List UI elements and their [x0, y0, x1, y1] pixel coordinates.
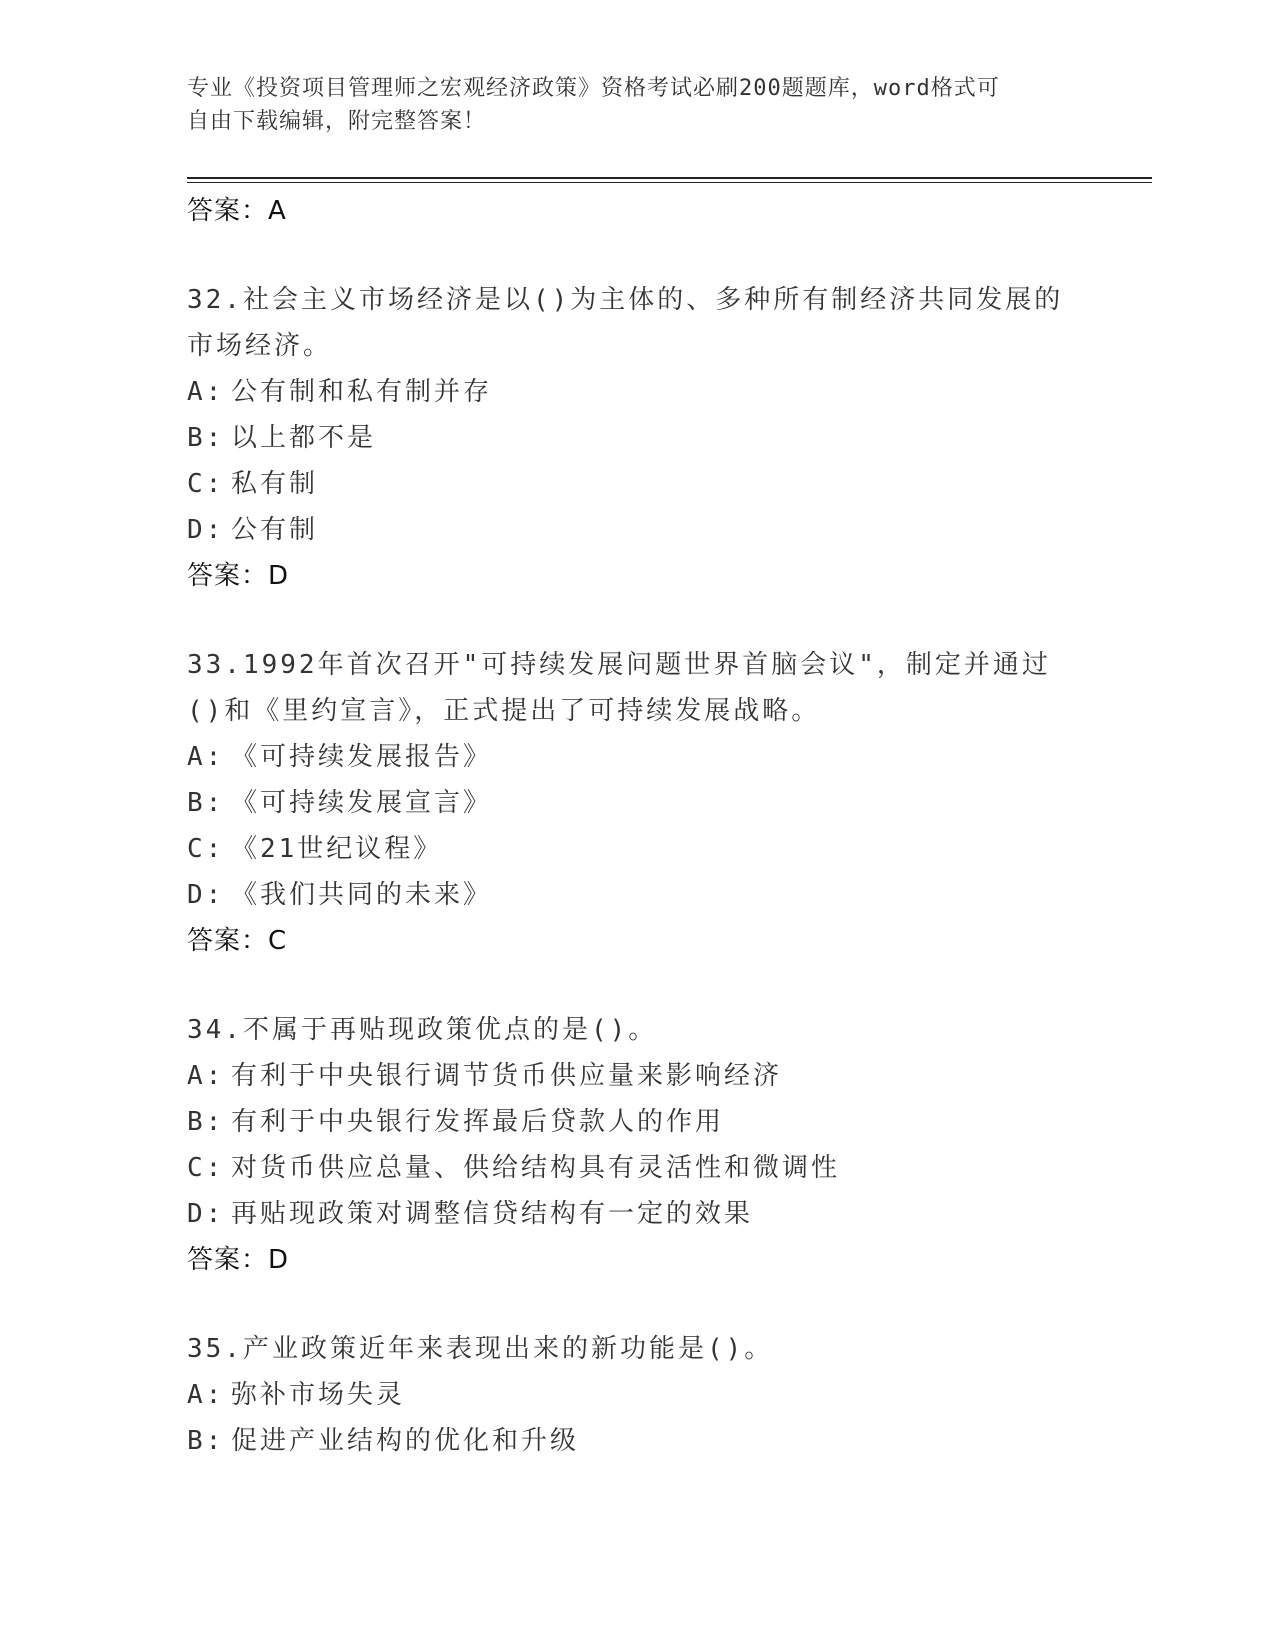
question-text: 34.不属于再贴现政策优点的是()。 — [187, 1015, 658, 1045]
option-text: 有利于中央银行发挥最后贷款人的作用 — [231, 1107, 725, 1137]
header-rule-thin — [187, 182, 1152, 183]
question-text: 35.产业政策近年来表现出来的新功能是()。 — [187, 1334, 774, 1364]
option-letter: A: — [187, 742, 225, 772]
header-line-2: 自由下载编辑，附完整答案！ — [187, 109, 487, 134]
question-item — [187, 1007, 1087, 1283]
option-letter: A: — [187, 1061, 225, 1091]
answer-line: 答案：A — [187, 196, 287, 226]
answer-line: 答案：C — [187, 926, 288, 956]
option-letter: A: — [187, 377, 225, 407]
option-letter: C: — [187, 834, 225, 864]
option-letter: B: — [187, 1426, 225, 1456]
option-b — [187, 1418, 1087, 1464]
option-letter: A: — [187, 1380, 225, 1410]
option-letter: D: — [187, 880, 225, 910]
option-b — [187, 780, 1087, 826]
option-text: 公有制 — [231, 515, 319, 545]
answer-line: 答案：D — [187, 1245, 290, 1275]
option-letter: C: — [187, 1153, 225, 1183]
header-line-1: 专业《投资项目管理师之宏观经济政策》资格考试必刷200题题库，word格式可 — [187, 76, 1000, 101]
document-header — [187, 72, 1067, 138]
option-text: 《可持续发展宣言》 — [231, 788, 493, 818]
option-d — [187, 1191, 1087, 1237]
option-letter: C: — [187, 469, 225, 499]
option-text: 私有制 — [231, 469, 319, 499]
option-d — [187, 872, 1087, 918]
option-a — [187, 1053, 1087, 1099]
question-item — [187, 1326, 1087, 1464]
option-text: 再贴现政策对调整信贷结构有一定的效果 — [231, 1199, 754, 1229]
question-text: 33.1992年首次召开"可持续发展问题世界首脑会议"，制定并通过()和《里约宣言》，正式提出了可持续发展战略。 — [187, 650, 1051, 726]
option-text: 促进产业结构的优化和升级 — [231, 1426, 580, 1456]
question-list — [187, 188, 1087, 1464]
option-c — [187, 1145, 1087, 1191]
option-a — [187, 1372, 1087, 1418]
question-text: 32.社会主义市场经济是以()为主体的、多种所有制经济共同发展的市场经济。 — [187, 285, 1064, 361]
option-letter: D: — [187, 1199, 225, 1229]
option-text: 《可持续发展报告》 — [231, 742, 493, 772]
answer-line: 答案：D — [187, 561, 290, 591]
option-text: 《我们共同的未来》 — [231, 880, 493, 910]
question-item — [187, 642, 1087, 964]
option-letter: B: — [187, 1107, 225, 1137]
option-c — [187, 826, 1087, 872]
option-text: 对货币供应总量、供给结构具有灵活性和微调性 — [231, 1153, 841, 1183]
option-letter: D: — [187, 515, 225, 545]
option-text: 公有制和私有制并存 — [231, 377, 493, 407]
option-a — [187, 734, 1087, 780]
question-item — [187, 277, 1087, 599]
option-text: 弥补市场失灵 — [231, 1380, 406, 1410]
option-letter: B: — [187, 423, 225, 453]
option-b — [187, 415, 1087, 461]
option-text: 有利于中央银行调节货币供应量来影响经济 — [231, 1061, 783, 1091]
option-a — [187, 369, 1087, 415]
option-text: 以上都不是 — [231, 423, 377, 453]
option-d — [187, 507, 1087, 553]
option-c — [187, 461, 1087, 507]
header-rule-thick — [187, 177, 1152, 179]
option-b — [187, 1099, 1087, 1145]
option-letter: B: — [187, 788, 225, 818]
option-text: 《21世纪议程》 — [231, 834, 443, 864]
